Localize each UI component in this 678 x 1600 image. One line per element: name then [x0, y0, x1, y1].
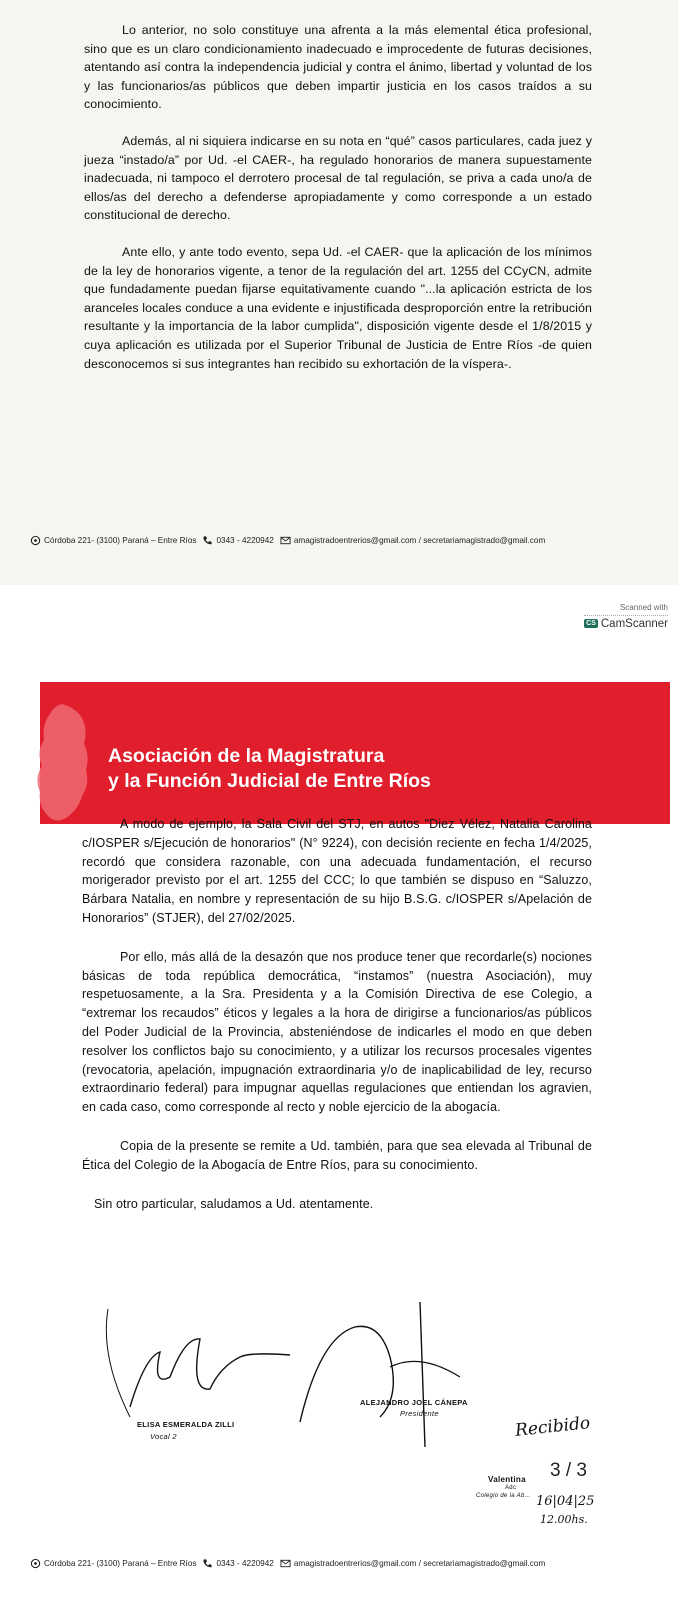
page-1-body: [84, 21, 592, 373]
receiver-sub-2: Colegio de la Ab...: [476, 1493, 531, 1499]
camscanner-name: CamScanner: [600, 617, 668, 630]
camscanner-watermark: [584, 603, 668, 630]
left-signatory-role: Vocal 2: [150, 1432, 177, 1441]
scales-of-justice-icon: ⚖: [18, 773, 29, 787]
paragraph: Por ello, más allá de la desazón que nos produce tener que recordarle(s) nociones básicas de toda república democrática, “instamos” (nuestra Asociación), muy respetuosamente, a la Sra. Presidenta y a la Comisión Directiva de ese Colegio, a “extremar los recaudos” éticos y legales a la hora de dirigirse a funcionarios/as públicos del Poder Judicial de la Provincia, absteniéndose de indicarles el modo en que deben resolver los conflictos bajo su conocimiento, y a utilizar los recursos procesales vigentes (revocatoria, apelación, impugnación extraordinaria y/o de inaplicabilidad de ley, recurso extraordinario federal) para impugnar aquellas regulaciones que entiendan los agravien, en cada caso, como corresponde al recto y noble ejercicio de la abogacía.: [82, 949, 592, 1115]
mail-icon: [280, 1558, 291, 1569]
email-item: [280, 1558, 545, 1569]
phone-item: [202, 1558, 273, 1569]
phone-icon: [202, 535, 213, 546]
page-2-body: [82, 815, 592, 1213]
received-date: 16|04|25: [536, 1494, 595, 1509]
footer-phone: 0343 - 4220942: [216, 536, 274, 545]
left-signatory-name: ELISA ESMERALDA ZILLI: [137, 1420, 235, 1429]
receiver-sub-1: Adc: [505, 1485, 517, 1491]
page-2-footer: [30, 1558, 670, 1569]
camscanner-brand: [584, 615, 668, 630]
email-item: [280, 535, 545, 546]
location-pin-icon: [30, 1558, 41, 1569]
paragraph: Lo anterior, no solo constituye una afrenta a la más elemental ética profesional, sino que es un claro condicionamiento inadecuado e improcedente de futuras decisiones, atentando así contra la independencia judicial y contra el ánimo, libertad y voluntad de los y las funcionarios/as públicos que deben impartir justicia en los casos traídos a su conocimiento.: [84, 23, 592, 112]
page-1-footer: [30, 535, 670, 546]
received-handwritten: Recibido: [514, 1413, 592, 1441]
right-signatory-name: ALEJANDRO JOEL CÁNEPA: [360, 1398, 468, 1407]
paragraph: Copia de la presente se remite a Ud. también, para que sea elevada al Tribunal de Ética del Colegio de la Abogacía de Entre Ríos, para su conocimiento.: [82, 1138, 592, 1172]
address-item: [30, 1558, 196, 1569]
banner-title-line-1: Asociación de la Magistratura: [108, 745, 385, 767]
camscanner-logo-icon: CS: [586, 620, 596, 627]
footer-email: amagistradoentrerios@gmail.com / secretariamagistrado@gmail.com: [293, 1559, 546, 1568]
scanned-with-label: Scanned with: [619, 603, 668, 612]
address-item: [30, 535, 196, 546]
footer-address: Córdoba 221- (3100) Paraná – Entre Ríos: [44, 536, 197, 545]
banner-title-line-2: y la Función Judicial de Entre Ríos: [108, 770, 431, 792]
receiver-name: Valentina: [488, 1475, 526, 1484]
paragraph: A modo de ejemplo, la Sala Civil del STJ, en autos "Diez Vélez, Natalia Carolina c/IOSPER s/Ejecución de honorarios" (N° 9224), con decisión reciente en fecha 1/4/2025, recordó que considera razonable, con una adecuada fundamentación, el recurso morigerador previsto por el art. 1255 del CCC; lo que también se dispuso en “Saluzzo, Bárbara Natalia, en nombre y representación de su hijo B.S.G. c/IOSPER s/Apelación de Honorarios” (STJER), del 27/02/2025.: [82, 817, 592, 925]
footer-phone: 0343 - 4220942: [216, 1559, 274, 1568]
page-2: [0, 647, 678, 1600]
footer-email: amagistradoentrerios@gmail.com / secretariamagistrado@gmail.com: [293, 536, 546, 545]
received-time: 12.00hs.: [540, 1513, 588, 1526]
phone-icon: [202, 1558, 213, 1569]
mail-icon: [280, 535, 291, 546]
phone-item: [202, 535, 273, 546]
right-signatory-role: Presidente: [400, 1409, 439, 1418]
page-1: [0, 0, 678, 585]
page-gap: [0, 585, 678, 647]
closing-line: Sin otro particular, saludamos a Ud. atentamente.: [94, 1196, 374, 1211]
location-pin-icon: [30, 535, 41, 546]
entre-rios-map-icon: [32, 702, 92, 827]
paragraph: Ante ello, y ante todo evento, sepa Ud. -el CAER- que la aplicación de los mínimos de la ley de honorarios vigente, a tenor de la regulación del art. 1255 del CCyCN, admite que fundadamente puedan fijarse equitativamente cuando "...la aplicación estricta de los aranceles locales conduce a una evidente e injustificada desproporción entre la retribución resultante y la importancia de la labor cumplida", disposición vigente desde el 1/8/2015 y cuya aplicación es utilizada por el Superior Tribunal de Justicia de Entre Ríos -de quien desconocemos si sus integrantes han recibido su exhortación de la víspera-.: [84, 244, 592, 371]
page-number: 3 / 3: [550, 1460, 587, 1481]
footer-address: Córdoba 221- (3100) Paraná – Entre Ríos: [44, 1559, 197, 1568]
letterhead-banner: [18, 682, 670, 824]
paragraph: Además, al ni siquiera indicarse en su nota en “qué” casos particulares, cada juez y jueza “instado/a” por Ud. -el CAER-, ha regulado honorarios de manera supuestamente inadecuada, ni tampoco el derrotero procesal de tal regulación, se priva a cada uno/a de ellos/as del derecho a defenderse apropiadamente y como corresponde a un estado constitucional de derecho.: [84, 133, 592, 223]
